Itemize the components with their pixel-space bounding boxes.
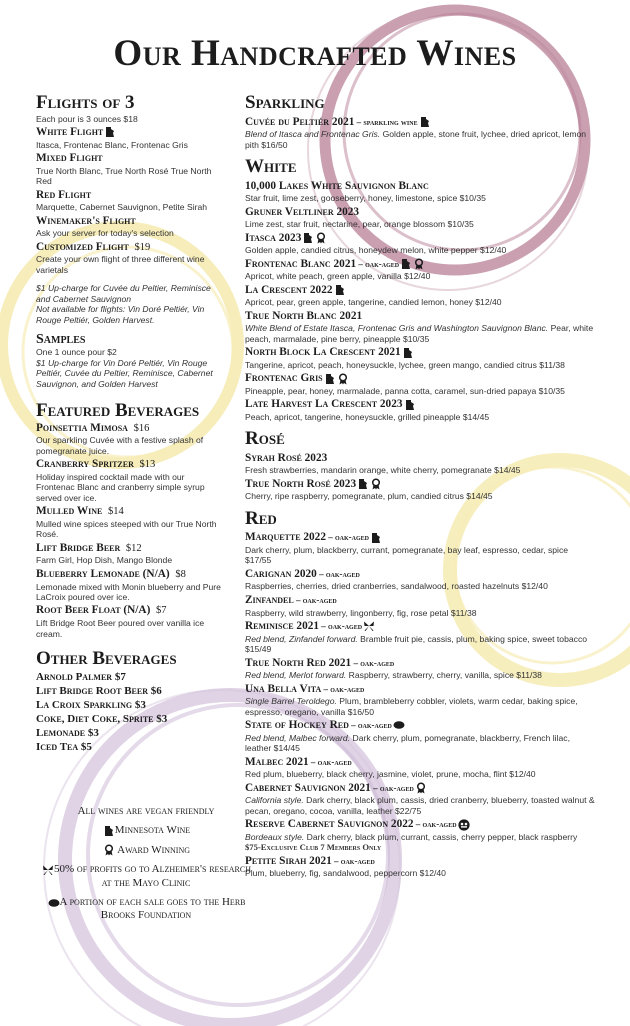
flight-name: Red Flight [36, 188, 92, 201]
hockey-puck-icon [48, 897, 60, 909]
wine-tasting-notes: Peach, apricot, tangerine, honeysuckle, grilled pineapple $14/45 [245, 411, 490, 422]
flight-name: White Flight [36, 126, 104, 138]
featured-item [36, 458, 224, 503]
wine-name: State of Hockey Red [245, 719, 349, 732]
other-item: Lift Bridge Root Beer $6 [36, 684, 162, 697]
wine-desc [245, 696, 595, 717]
wine-style-note: Blend of Itasca and Frontenac Gris. [245, 129, 381, 140]
flight-desc: Create your own flight of three different wine varietals [36, 254, 205, 275]
wine-item [245, 452, 595, 476]
wine-tasting-notes: Raspberry, wild strawberry, lingonberry, fig, rose petal $11/38 [245, 607, 477, 618]
wine-tasting-notes: Plum, blueberry, fig, sandalwood, peppercorn $12/40 [245, 868, 446, 879]
page-title: Our Handcrafted Wines [113, 33, 517, 74]
featured-name: Blueberry Lemonade (N/A) [36, 567, 170, 580]
featured-name: Lift Bridge Beer [36, 541, 121, 554]
wine-tasting-notes: Raspberries, cherries, dried cranberries, sandalwood, roasted hazelnuts $12/40 [245, 581, 548, 592]
wine-tasting-notes: Dark cherry, black plum, cassis, dried cranberry, blueberry, toasted walnut & pecan, oregano, cocoa, vanilla, leather $22/75 [245, 795, 595, 816]
wine-desc [245, 608, 595, 618]
featured-price: $16 [133, 422, 150, 434]
flights-intro: Each pour is 3 ounces $18 [36, 113, 138, 124]
wine-tasting-notes: Raspberry, strawberry, cherry, vanilla, spice $11/38 [348, 670, 542, 681]
flight-name: Mixed Flight [36, 152, 103, 165]
minnesota-state-icon [370, 532, 382, 544]
minnesota-state-icon [404, 399, 416, 411]
flight-name: Winemaker's Flight [36, 214, 136, 227]
wine-name: Carignan 2020 [245, 567, 317, 580]
wine-style-tag: oak-aged [365, 258, 400, 269]
minnesota-state-icon [402, 347, 414, 359]
wine-desc [245, 297, 595, 307]
wine-name: Zinfandel [245, 593, 294, 606]
award-ribbon-icon [103, 844, 115, 856]
wine-tasting-notes: Bramble fruit pie, cassis, plum, baking spice, sweet tobacco $15/49 [245, 633, 588, 655]
featured-heading: Featured Beverages [36, 400, 200, 422]
minnesota-state-icon [334, 284, 346, 296]
wine-tasting-notes: Pear, white peach, marmalade, pine berry, pineapple $10/35 [245, 323, 594, 344]
legend-vegan: All wines are vegan friendly [77, 805, 215, 817]
wine-desc [245, 465, 595, 475]
flight-item [36, 126, 224, 150]
wine-item [245, 372, 595, 396]
other-item: Iced Tea $5 [36, 740, 92, 753]
flight-price: $19 [134, 241, 151, 253]
award-ribbon-icon [413, 258, 425, 270]
wine-item: Marquette 2022 – oak-aged Dark cherry, plum, blackberry, currant, pomegranate, bay leaf, espresso, cedar, spice $17/55 [245, 531, 595, 566]
minnesota-state-icon [357, 478, 369, 490]
featured-name: Root Beer Float (N/A) [36, 604, 151, 617]
minnesota-state-icon [400, 258, 412, 270]
wine-name: True North Rosé 2023 [245, 477, 357, 490]
featured-desc: Our sparkling Cuvée with a festive splash of pomegranate juice. [36, 435, 204, 456]
other-item: Arnold Palmer $7 [36, 670, 126, 683]
wine-tasting-notes: Apricot, white peach, green apple, vanilla $12/40 [245, 271, 431, 282]
white-heading: White [245, 156, 297, 178]
wine-item: Cabernet Sauvignon 2021 – oak-aged California style. Dark cherry, black plum, cassis, dried cranberry, blueberry, toasted walnut & pecan, oregano, cocoa, vanilla, leather $22/75 [245, 781, 595, 816]
sparkling-heading: Sparkling [245, 92, 325, 113]
wine-style-tag: oak-aged [334, 532, 369, 543]
wine-style-note: Red blend, Malbec forward. [245, 732, 351, 743]
wine-item [245, 232, 595, 256]
flights-heading: Flights of 3 [36, 92, 135, 113]
wine-style-tag: oak-aged [340, 855, 375, 866]
other-item: Coke, Diet Coke, Sprite $3 [36, 712, 168, 725]
featured-desc: Holiday inspired cocktail made with our Frontenac Blanc and cranberry simple syrup served over ice. [36, 471, 205, 503]
wine-tasting-notes: Apricot, pear, green apple, tangerine, candied lemon, honey $12/40 [245, 297, 502, 308]
featured-desc: Mulled wine spices steeped with our True North Rosé. [36, 518, 217, 540]
wine-item [245, 346, 595, 370]
icon-legend [36, 805, 256, 929]
featured-item [36, 604, 224, 639]
wine-style-tag: oak-aged [422, 819, 457, 830]
wine-style-tag: oak-aged [328, 620, 363, 631]
wine-item [245, 478, 595, 502]
flight-desc: Ask your server for today's selection [36, 228, 174, 239]
wine-desc [245, 271, 595, 281]
wine-tasting-notes: Plum, brambleberry cobbler, violets, warm cedar, baking spice, espresso, oregano, vanilla $16/50 [245, 696, 578, 717]
wine-style-note: Single Barrel Teroldego. [245, 696, 337, 707]
hockey-puck-icon [393, 719, 405, 731]
featured-price: $7 [156, 605, 167, 617]
wine-tasting-notes: Cherry, ripe raspberry, pomegranate, plum, candied citrus $14/45 [245, 491, 493, 502]
wine-desc [245, 219, 595, 229]
wine-item [245, 398, 595, 422]
flight-name: Customized Flight [36, 240, 129, 253]
butterfly-icon [42, 864, 54, 876]
flight-item [36, 215, 224, 239]
wine-name: Una Bella Vita [245, 682, 322, 695]
other-beverages-section [36, 649, 224, 754]
wine-item: Petite Sirah 2021 – oak-aged Plum, blueberry, fig, sandalwood, peppercorn $12/40 [245, 855, 595, 879]
featured-price: $12 [125, 542, 142, 554]
wine-desc [245, 386, 595, 396]
rose-section [245, 429, 595, 502]
wine-tasting-notes: Tangerine, apricot, peach, honeysuckle, lychee, green mango, candied citrus $11/38 [245, 359, 565, 370]
wine-name: La Crescent 2022 [245, 283, 333, 296]
rose-heading: Rosé [245, 428, 285, 450]
wine-name: North Block La Crescent 2021 [245, 346, 401, 359]
other-item: Lemonade $3 [36, 726, 99, 739]
club-price: $75-Exclusive Club 7 Members Only [245, 842, 382, 853]
wine-tasting-notes: Golden apple, candied citrus, honeydew melon, white pepper $12/40 [245, 245, 507, 256]
wine-name: Gruner Veltliner 2023 [245, 205, 360, 218]
legend-butterfly: 50% of profits go to Alzheimer's research at the Mayo Clinic [36, 863, 256, 890]
wine-desc [245, 412, 595, 422]
wine-name: True North Blanc 2021 [245, 309, 363, 322]
wine-desc [245, 245, 595, 255]
club-members-icon [458, 819, 470, 831]
legend-minnesota: Minnesota Wine [36, 824, 256, 837]
other-heading: Other Beverages [36, 648, 177, 670]
wine-name: Marquette 2022 [245, 531, 326, 544]
wine-item: Carignan 2020 – oak-aged Raspberries, cherries, dried cranberries, sandalwood, roasted hazelnuts $12/40 [245, 568, 595, 592]
flights-section [36, 93, 224, 325]
wine-item: Frontenac Blanc 2021 – oak-aged Apricot, white peach, green apple, vanilla $12/40 [245, 258, 595, 282]
butterfly-icon [363, 620, 375, 632]
samples-desc: One 1 ounce pour $2 [36, 347, 117, 358]
wine-name: Cuvée du Peltiér 2021 [245, 115, 355, 128]
wine-tasting-notes: Dark cherry, black plum, currant, cassis, cherry pepper, black raspberry [306, 831, 578, 842]
wine-style-note: Bordeaux style. [245, 831, 305, 842]
featured-price: $14 [108, 506, 124, 518]
wine-name: 10,000 Lakes White Sauvignon Blanc [245, 179, 429, 192]
wine-item: Reminisce 2021 – oak-aged Red blend, Zinfandel forward. Bramble fruit pie, cassis, plum, baking spice, sweet tobacco $15/49 [245, 620, 595, 655]
left-column [36, 93, 224, 761]
wine-name: Petite Sirah 2021 [245, 854, 332, 867]
sparkling-section [245, 93, 595, 150]
wine-tasting-notes: Red plum, blueberry, black cherry, jasmine, violet, prune, mocha, flint $12/40 [245, 769, 536, 780]
flight-item [36, 189, 224, 213]
wine-item: True North Red 2021 – oak-aged Red blend, Merlot forward. Raspberry, strawberry, cherry, vanilla, spice $11/38 [245, 657, 595, 681]
wine-desc [245, 491, 595, 501]
featured-name: Cranberry Spritzer [36, 458, 134, 471]
featured-item [36, 542, 224, 566]
minnesota-state-icon [302, 232, 314, 244]
wine-desc [245, 129, 595, 150]
wine-style-tag: oak-aged [325, 568, 360, 579]
wine-desc [245, 769, 595, 779]
flights-exclusion-note: Not available for flights: Vin Doré Peltiér, Vin Rouge Peltiér, Golden Harvest. [36, 304, 205, 325]
featured-desc: Lift Bridge Root Beer poured over vanilla ice cream. [36, 618, 205, 639]
wine-style-tag: oak-aged [360, 657, 395, 668]
wine-style-note: Red blend, Merlot forward. [245, 670, 347, 681]
wine-desc [245, 868, 595, 878]
minnesota-state-icon [324, 373, 336, 385]
wine-tasting-notes: Dark cherry, plum, pomegranate, blackberry, French lilac, leather $14/45 [245, 732, 570, 754]
featured-item [36, 505, 224, 540]
minnesota-state-icon [103, 825, 115, 837]
wine-name: Reserve Cabernet Sauvignon 2022 [245, 818, 414, 831]
wine-desc [245, 360, 595, 370]
flight-item [36, 241, 224, 276]
wine-tasting-notes: Golden apple, stone fruit, lychee, dried apricot, lemon pith $16/50 [245, 129, 587, 150]
wine-item: Una Bella Vita – oak-aged Single Barrel Teroldego. Plum, brambleberry cobbler, violets, warm cedar, baking spice, espresso, oregano, vanilla $16/50 [245, 683, 595, 718]
award-ribbon-icon [337, 373, 349, 385]
wine-tasting-notes: Fresh strawberries, mandarin orange, white cherry, pomegranate $14/45 [245, 465, 521, 476]
wine-item [245, 206, 595, 230]
wine-tasting-notes: Dark cherry, plum, blackberry, currant, pomegranate, bay leaf, espresso, cedar, spice $17/55 [245, 544, 569, 566]
wine-desc [245, 634, 595, 655]
wine-tasting-notes: Pineapple, pear, honey, marmalade, panna cotta, caramel, sun-dried papaya $10/35 [245, 385, 565, 396]
wine-name: Cabernet Sauvignon 2021 [245, 781, 371, 794]
wine-style-note: White Blend of Estate Itasca, Frontenac Gris and Washington Sauvignon Blanc. [245, 323, 549, 334]
right-column [245, 93, 595, 886]
wine-name: Frontenac Gris [245, 372, 323, 385]
featured-item [36, 422, 224, 457]
wine-style-tag: oak-aged [330, 683, 365, 694]
wine-name: Itasca 2023 [245, 231, 302, 244]
award-ribbon-icon [315, 232, 327, 244]
wine-tasting-notes: Lime zest, star fruit, nectarine, pear, orange blossom $10/35 [245, 219, 474, 230]
featured-desc: Farm Girl, Hop Dish, Mango Blonde [36, 555, 173, 566]
flight-desc: Itasca, Frontenac Blanc, Frontenac Gris [36, 139, 188, 150]
featured-section [36, 401, 224, 639]
wine-item: Malbec 2021 – oak-aged Red plum, blueberry, black cherry, jasmine, violet, prune, mocha, flint $12/40 [245, 756, 595, 780]
red-section [245, 509, 595, 879]
wine-name: Frontenac Blanc 2021 [245, 257, 357, 270]
wine-style-tag: oak-aged [302, 594, 337, 605]
red-heading: Red [245, 507, 277, 529]
wine-style-tag: oak-aged [379, 782, 414, 793]
wine-item [245, 284, 595, 308]
minnesota-state-icon [419, 116, 431, 128]
wine-item: Cuvée du Peltiér 2021 – sparkling wine Blend of Itasca and Frontenac Gris. Golden apple, stone fruit, lychee, dried apricot, lemon pith $16/50 [245, 116, 595, 151]
wine-desc [245, 733, 595, 754]
featured-name: Poinsettia Mimosa [36, 421, 128, 434]
featured-item [36, 568, 224, 603]
samples-section [36, 332, 224, 389]
other-item: La Croix Sparkling $3 [36, 698, 146, 711]
wine-item [245, 310, 595, 345]
wine-name: Reminisce 2021 [245, 619, 320, 632]
wine-name: True North Red 2021 [245, 656, 352, 669]
wine-item: Zinfandel – oak-aged Raspberry, wild strawberry, lingonberry, fig, rose petal $11/38 [245, 594, 595, 618]
wine-item: Reserve Cabernet Sauvignon 2022 – oak-aged Bordeaux style. Dark cherry, black plum, currant, cassis, cherry pepper, black raspberry $75-Exclusive Club 7 Members Only [245, 818, 595, 853]
wine-style-note: California style. [245, 795, 304, 806]
wine-desc [245, 832, 595, 853]
wine-name: Late Harvest La Crescent 2023 [245, 398, 403, 411]
wine-desc [245, 545, 595, 566]
wine-desc [245, 323, 595, 344]
wine-tasting-notes: Star fruit, lime zest, gooseberry, honey, limestone, spice $10/35 [245, 193, 486, 204]
award-ribbon-icon [370, 478, 382, 490]
white-section [245, 157, 595, 422]
wine-item [245, 180, 595, 204]
featured-price: $13 [139, 459, 156, 471]
minnesota-state-icon [104, 126, 116, 138]
legend-award: Award Winning [36, 844, 256, 857]
samples-note: $1 Up-charge for Vin Doré Peltiér, Vin Rouge Peltiér, Cuvée du Peltier, Reminisce, Cabernet Sauvignon, and Golden Harvest [36, 357, 213, 389]
wine-style-tag: oak-aged [317, 756, 352, 767]
wine-desc [245, 795, 595, 816]
wine-style-tag: oak-aged [357, 720, 392, 731]
award-ribbon-icon [415, 782, 427, 794]
flight-desc: True North Blanc, True North Rosé True North Red [36, 165, 212, 187]
flights-upcharge-note: $1 Up-charge for Cuvée du Peltier, Reminisce and Cabernet Sauvignon [36, 283, 211, 304]
featured-price: $8 [175, 568, 186, 580]
wine-desc [245, 193, 595, 203]
featured-name: Mulled Wine [36, 505, 103, 518]
flight-item [36, 152, 224, 187]
wine-name: Malbec 2021 [245, 755, 309, 768]
flight-desc: Marquette, Cabernet Sauvignon, Petite Sirah [36, 202, 208, 213]
wine-style-note: Red blend, Zinfandel forward. [245, 633, 358, 644]
wine-desc [245, 581, 595, 591]
wine-desc [245, 670, 595, 680]
wine-item: State of Hockey Red – oak-aged Red blend, Malbec forward. Dark cherry, plum, pomegranate, blackberry, French lilac, leather $14/45 [245, 719, 595, 754]
featured-desc: Lemonade mixed with Monin blueberry and Pure LaCroix poured over ice. [36, 581, 221, 602]
samples-heading: Samples [36, 332, 86, 348]
wine-style-tag: sparkling wine [363, 116, 418, 127]
wine-name: Syrah Rosé 2023 [245, 451, 328, 464]
legend-puck: A portion of each sale goes to the Herb Brooks Foundation [36, 896, 256, 923]
